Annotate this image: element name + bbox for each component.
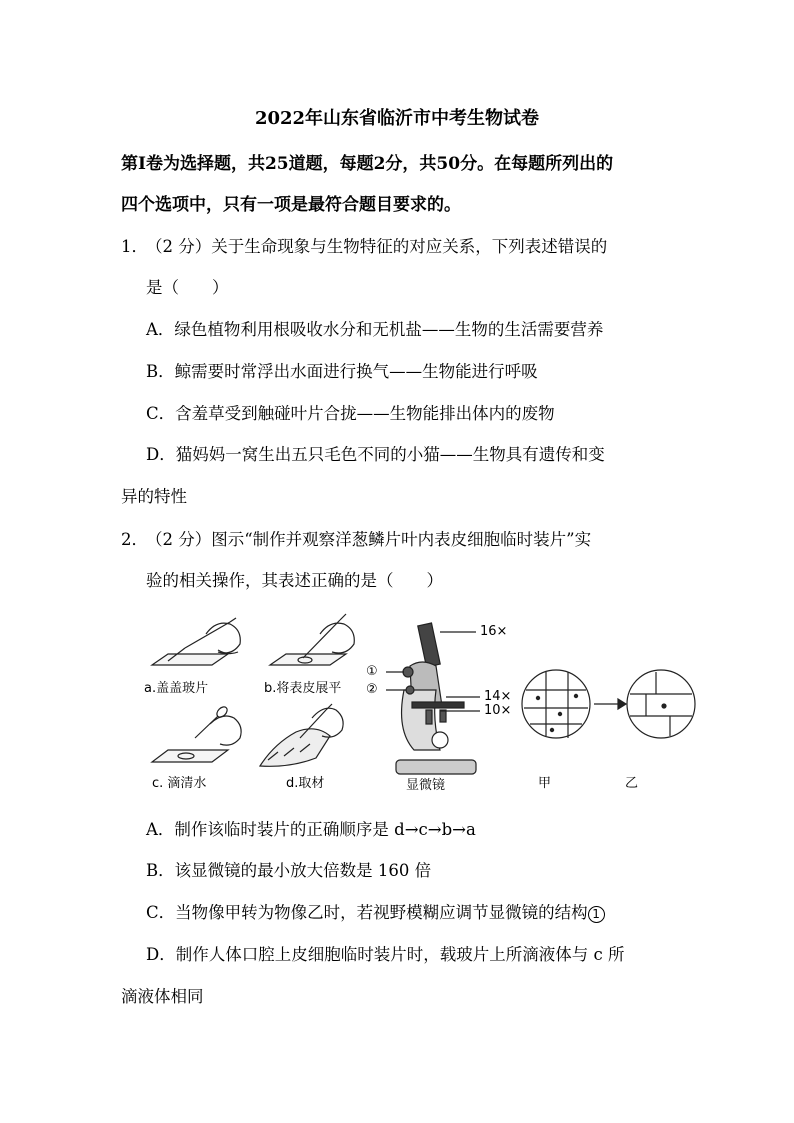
microscope-illustration [386,623,480,774]
q2-stem-line2: 验的相关操作，其表述正确的是（ ） [146,571,443,590]
section-intro-line2: 四个选项中，只有一项是最符合题目要求的。 [121,195,461,215]
figure-label-step-d: d.取材 [286,776,325,791]
figure-label-yi: 乙 [625,776,639,791]
section-intro-line1: 第Ⅰ卷为选择题，共25道题，每题2分，共50分。在每题所列出的 [121,154,614,174]
q2-option-d-line2: 滴液体相同 [121,987,204,1006]
figure-label-objective-10x: 10× [484,703,512,718]
page-title: 2022年山东省临沂市中考生物试卷 [254,108,540,129]
q2-option-a: A．制作该临时装片的正确顺序是 d→c→b→a [146,820,476,839]
figure-label-step-c: c. 滴清水 [152,776,207,791]
q2-option-b: B．该显微镜的最小放大倍数是 160 倍 [146,861,432,880]
structure-1-marker: 1 [588,906,605,923]
q1-stem-line1: （2 分）关于生命现象与生物特征的对应关系，下列表述错误的 [146,237,608,256]
q1-stem-line2: 是（ ） [146,278,229,297]
figure-label-step-a: a.盖盖玻片 [144,681,209,696]
step-d-illustration [260,704,343,766]
q1-option-b: B．鲸需要时常浮出水面进行换气——生物能进行呼吸 [146,362,538,381]
figure-label-objective-14x: 14× [484,689,512,704]
q1-option-d-line2: 异的特性 [121,487,187,506]
q1-option-c: C．含羞草受到触碰叶片合拢——生物能排出体内的废物 [146,404,555,423]
arrow-icon [594,699,626,709]
step-c-illustration [152,705,241,762]
figure-mark-2: ② [366,682,378,697]
experiment-figure [140,610,700,800]
image-jia-illustration [522,670,590,738]
q2-option-d-line1: D．制作人体口腔上皮细胞临时装片时，载玻片上所滴液体与 c 所 [146,945,625,964]
q2-number: 2． [121,530,148,549]
figure-label-microscope: 显微镜 [406,778,446,793]
step-b-illustration [270,614,354,665]
figure-label-step-b: b.将表皮展平 [264,681,342,696]
q2-stem-line1: （2 分）图示“制作并观察洋葱鳞片叶内表皮细胞临时装片”实 [146,530,592,549]
q2-option-c [146,899,605,923]
figure-mark-1: ① [366,664,378,679]
image-yi-illustration [627,670,695,738]
q1-number: 1． [121,237,148,256]
q2-option-c-text: C．当物像甲转为物像乙时，若视野模糊应调节显微镜的结构 [146,903,588,922]
figure-label-jia: 甲 [538,776,552,791]
q1-option-a: A．绿色植物利用根吸收水分和无机盐——生物的生活需要营养 [146,320,604,339]
figure-label-eyepiece: 16× [480,624,508,639]
q1-option-d-line1: D．猫妈妈一窝生出五只毛色不同的小猫——生物具有遗传和变 [146,445,605,464]
step-a-illustration [152,618,240,665]
